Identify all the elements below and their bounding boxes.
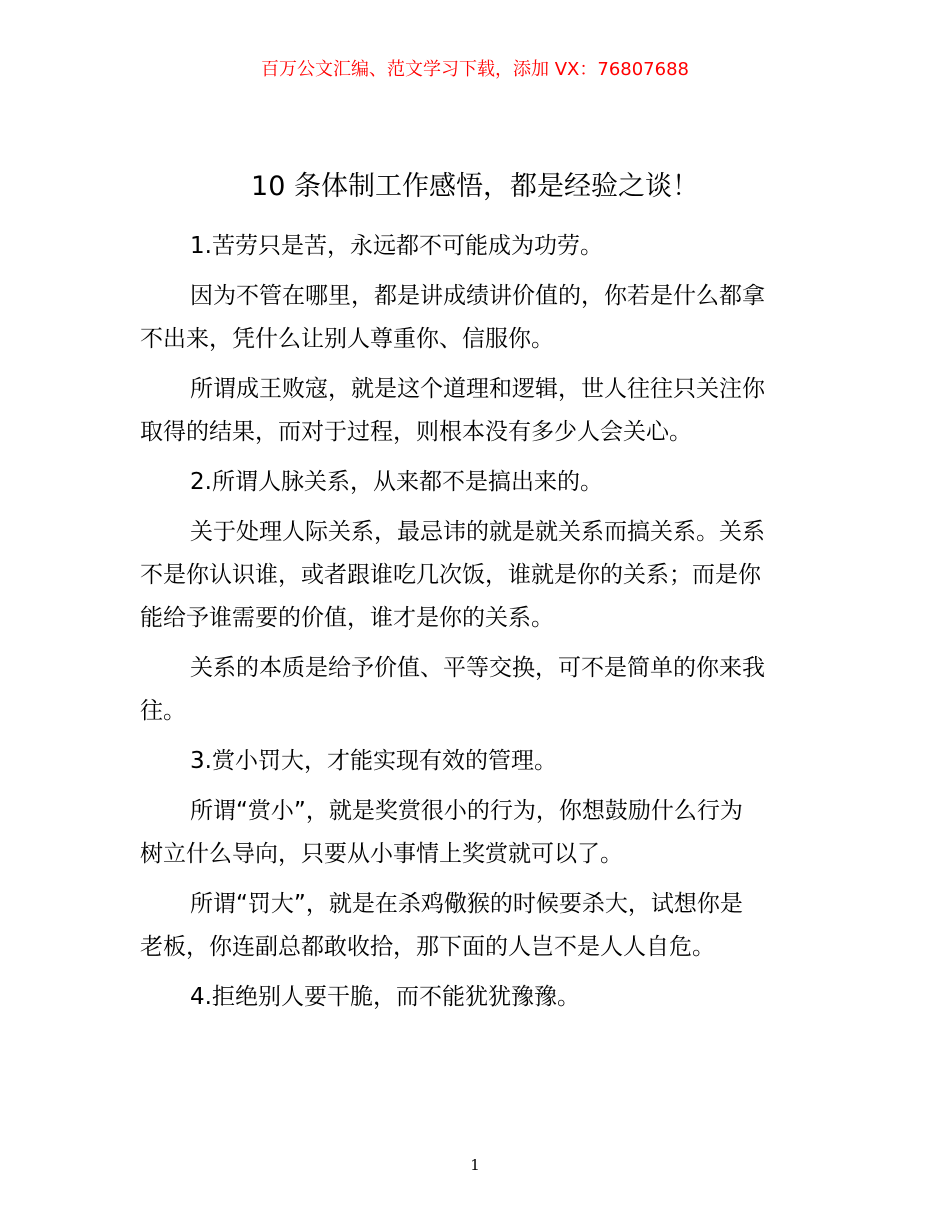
page-number: 1 xyxy=(470,1156,480,1174)
paragraph: 3.赏小罚大，才能实现有效的管理。 xyxy=(190,748,557,774)
paragraph: 因为不管在哪里，都是讲成绩讲价值的，你若是什么都拿 不出来，凭什么让别人尊重你、信服你。 xyxy=(140,283,765,352)
document-title: 10 条体制工作感悟，都是经验之谈！ xyxy=(251,171,699,202)
document-body xyxy=(140,225,814,1026)
paragraph: 1.苦劳只是苦，永远都不可能成为功劳。 xyxy=(190,233,603,259)
paragraph: 所谓成王败寇，就是这个道理和逻辑，世人往往只关注你 取得的结果，而对于过程，则根本没有多少人会关心。 xyxy=(140,376,765,445)
paragraph: 所谓“罚大”，就是在杀鸡儆猴的时候要杀大，试想你是 老板，你连副总都敢收拾，那下面的人岂不是人人自危。 xyxy=(140,891,743,960)
paragraph: 2.所谓人脉关系，从来都不是搞出来的。 xyxy=(190,469,603,495)
header-watermark-note: 百万公文汇编、范文学习下载，添加 VX：76807688 xyxy=(261,59,689,80)
paragraph: 4.拒绝别人要干脆，而不能犹犹豫豫。 xyxy=(190,984,580,1010)
paragraph: 关系的本质是给予价值、平等交换，可不是简单的你来我 往。 xyxy=(140,655,765,724)
paragraph: 所谓“赏小”，就是奖赏很小的行为，你想鼓励什么行为 树立什么导向，只要从小事情上奖赏就可以了。 xyxy=(140,798,743,867)
paragraph: 关于处理人际关系，最忌讳的就是就关系而搞关系。关系 不是你认识谁，或者跟谁吃几次饭，谁就是你的关系；而是你 能给予谁需要的价值，谁才是你的关系。 xyxy=(140,519,765,631)
